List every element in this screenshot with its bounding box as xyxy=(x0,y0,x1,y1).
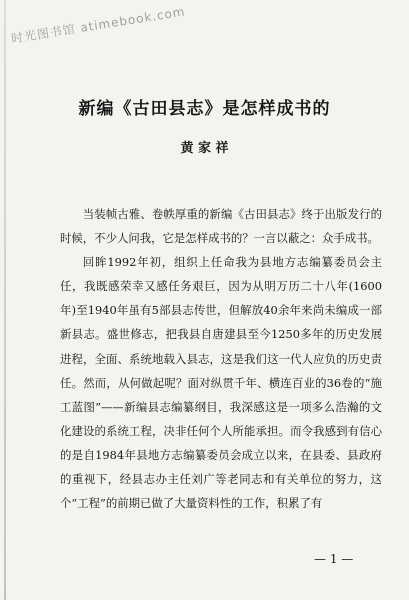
page-edge-shadow xyxy=(4,0,6,600)
article-body xyxy=(60,202,382,515)
page-number: — 1 — xyxy=(314,552,354,566)
article-title: 新编《古田县志》是怎样成书的 xyxy=(78,99,331,119)
paragraph-1: 当装帧古雅、卷帙厚重的新编《古田县志》终于出版发行的时候，不少人问我，它是怎样成书的？一言以蔽之：众手成书。 xyxy=(60,207,382,246)
article-author: 黄 家 祥 xyxy=(180,141,229,156)
watermark: 时光图书馆 atimebook.com xyxy=(10,4,187,46)
paragraph-2: 回眸1992年初，组织上任命我为县地方志编纂委员会主任，我既感荣幸又感任务艰巨，因为从明万历二十八年(1600年)至1940年虽有5部县志传世，但解放40余年来尚未编成一部新县志。盛世修志，把我县自唐建县至今1250多年的历史发展进程，全面、系统地载入县志，这是我们这一代人应负的历史责任。然而，从何做起呢？面对纵贯千年、横连百业的36卷的“施工蓝图”——新编县志编纂纲目，我深感这是一项多么浩瀚的文化建设的系统工程，决非任何个人所能承担。而令我感到有信心的是自1984年县地方志编纂委员会成立以来，在县委、县政府的重视下，经县志办主任刘广等老同志和有关单位的努力，这个“工程”的前期已做了大量资料性的工作，积累了有 xyxy=(60,255,382,511)
